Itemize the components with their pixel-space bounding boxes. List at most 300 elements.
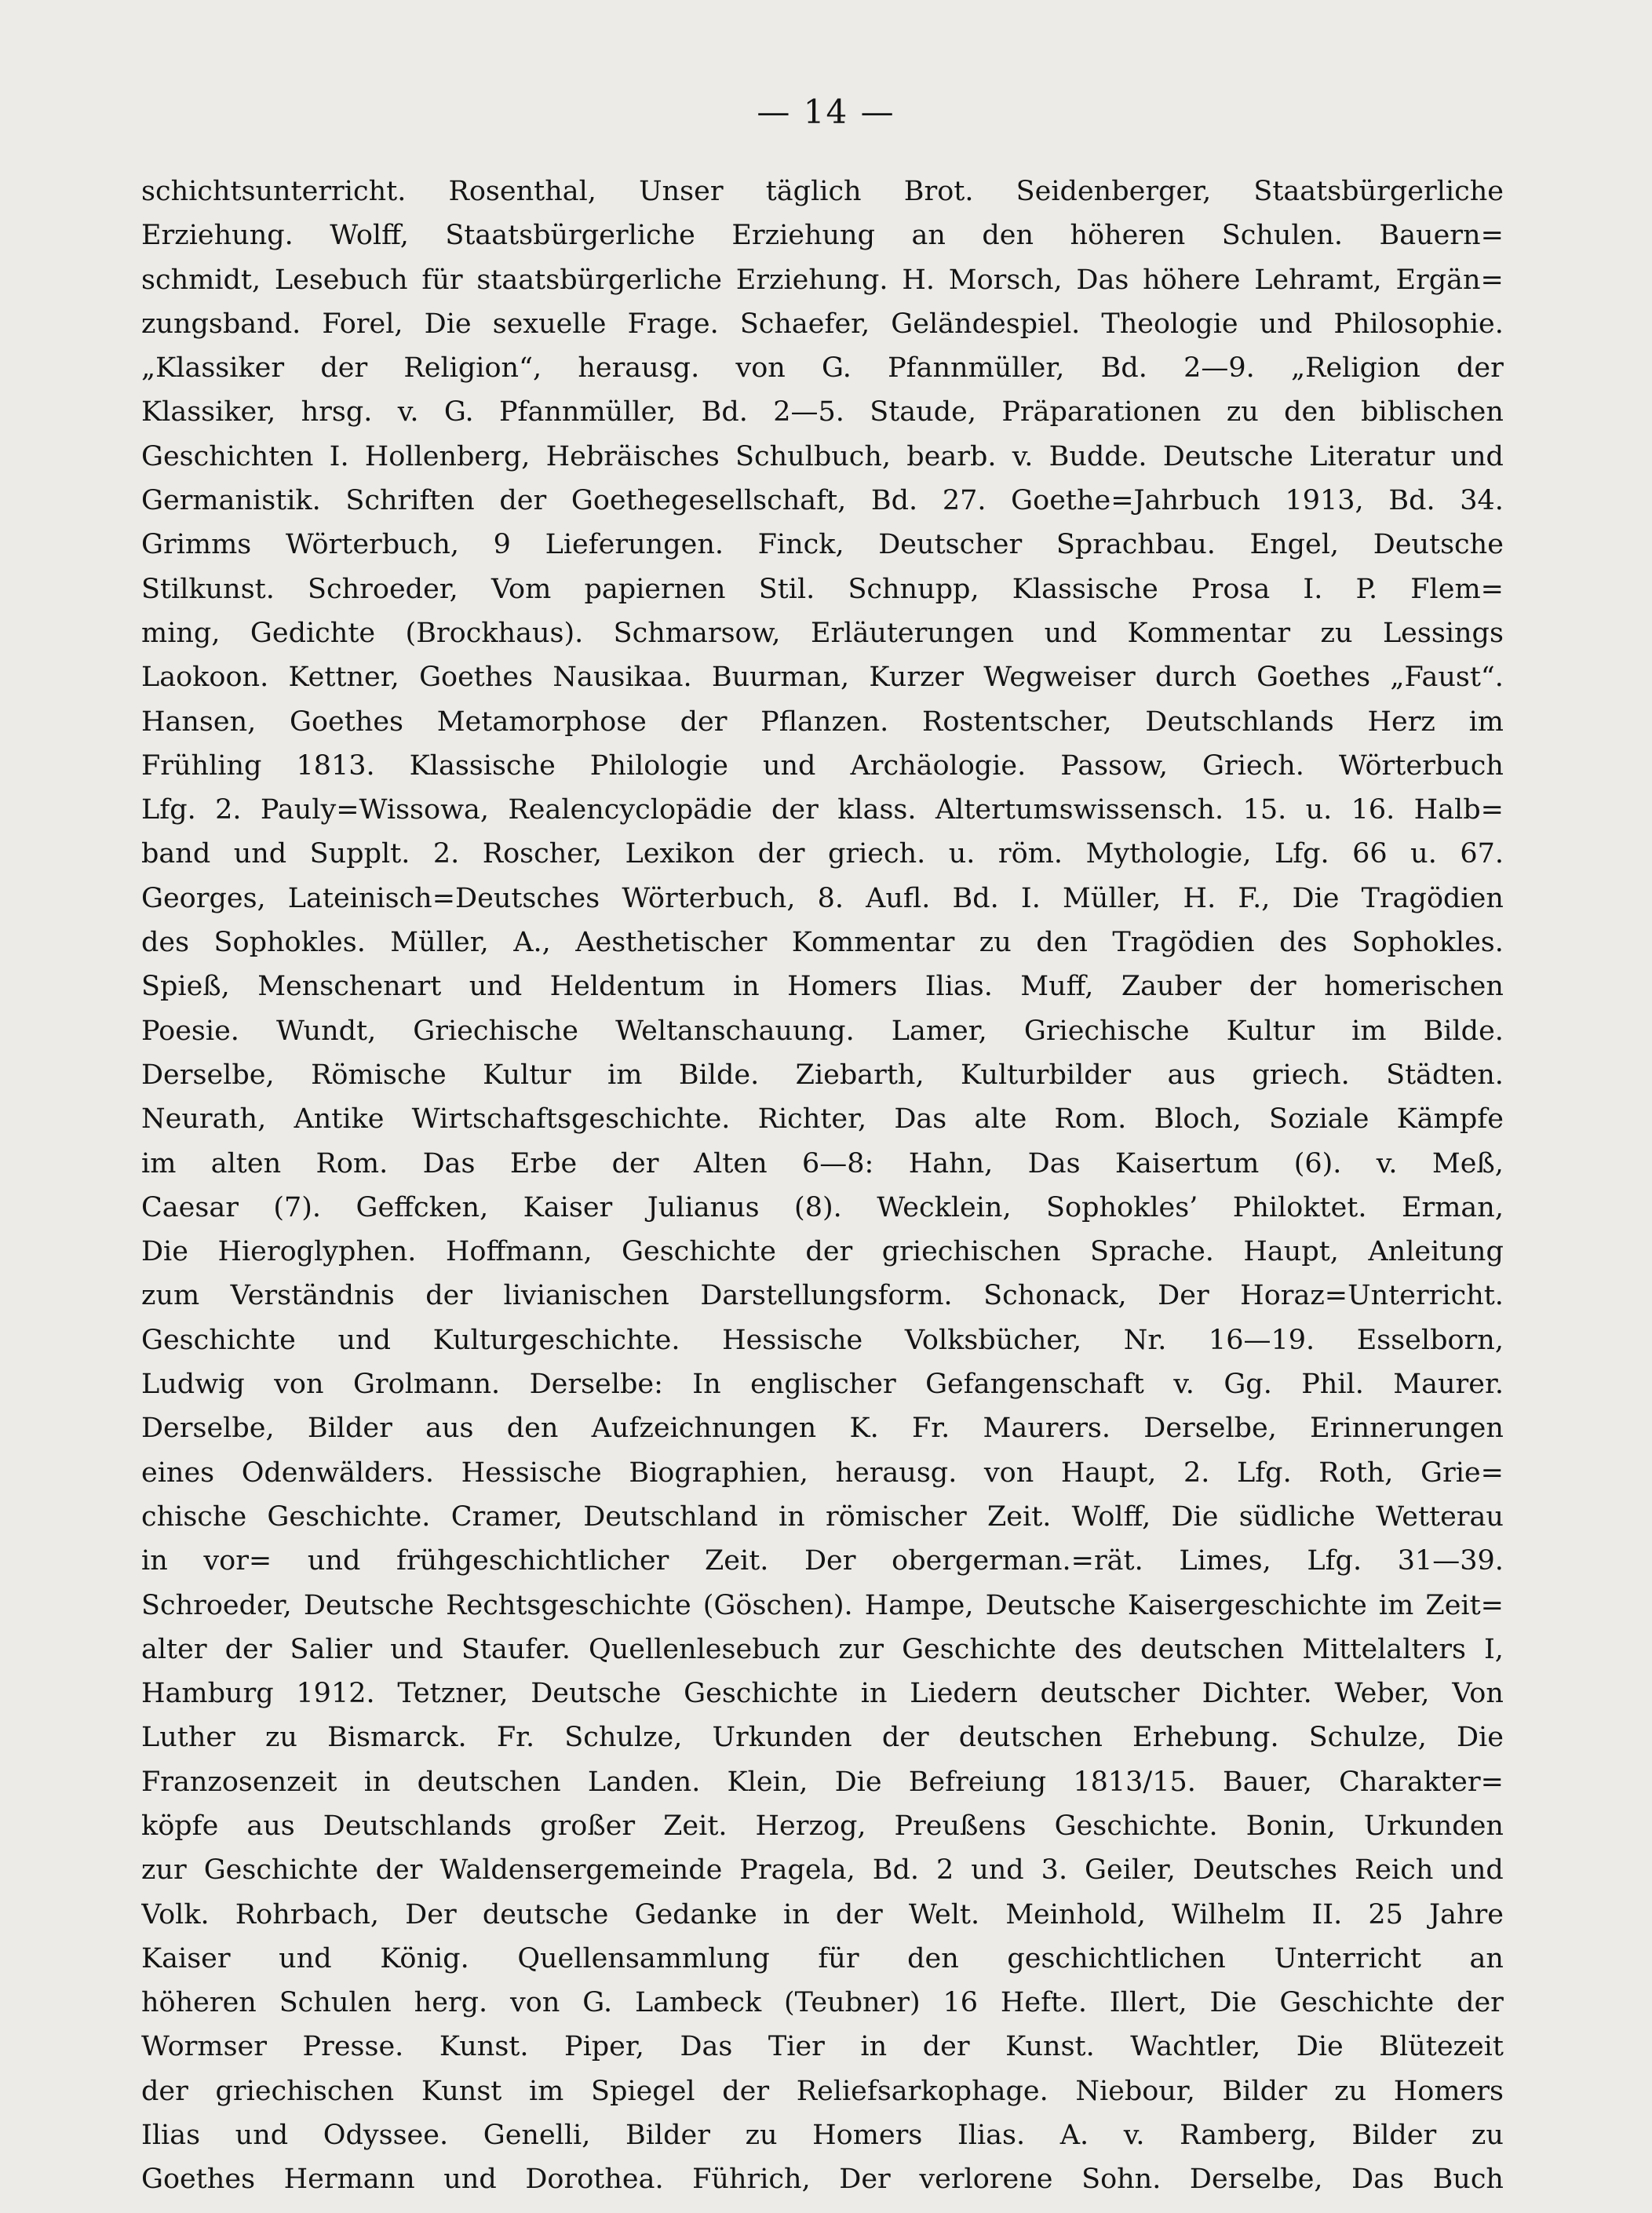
word: englischer [750, 1369, 896, 1401]
word: Geschichte. [267, 1500, 431, 1533]
word: Ludwig [141, 1369, 245, 1401]
word: in [363, 1766, 391, 1798]
word: Schulen. [1221, 220, 1344, 252]
word: Roth, [1318, 1456, 1394, 1489]
text-line [141, 523, 1504, 567]
text-line [141, 1937, 1504, 1981]
word: Zeit= [1425, 1589, 1504, 1621]
word: Hessische [722, 1324, 863, 1356]
word: an [911, 220, 946, 252]
word: zur [141, 1854, 187, 1887]
word: Hampe, [864, 1589, 974, 1621]
word: Das [422, 1147, 476, 1179]
word: Derselbe, [1189, 2164, 1323, 2196]
word: Buurman, [711, 662, 850, 694]
word: der [611, 1147, 659, 1179]
text-line [141, 2025, 1504, 2069]
word: Kommentar [791, 927, 955, 959]
word: Erhebung. [1132, 1722, 1279, 1754]
word: in [141, 1545, 168, 1577]
word: Schulze, [1308, 1722, 1427, 1754]
word: Kultur [1226, 1015, 1315, 1047]
word: höheren [141, 1987, 257, 2019]
word: Das [1027, 1147, 1081, 1179]
word: Wörterbuch, [285, 529, 460, 561]
word: Derselbe: [529, 1369, 663, 1401]
word: den [1284, 396, 1336, 428]
word: Gefangenschaft [925, 1369, 1144, 1401]
word: der [1457, 352, 1504, 385]
word: Ilias. [957, 2120, 1026, 2152]
word: alter [141, 1633, 207, 1665]
word: (7). [273, 1191, 322, 1223]
word: und [971, 1854, 1024, 1887]
word: Das [1351, 2164, 1404, 2196]
word: 1813. [296, 749, 375, 782]
text-line [141, 258, 1504, 302]
word: Lambeck [634, 1987, 762, 2019]
word: Aesthetischer [575, 927, 768, 959]
word: und [233, 838, 287, 870]
word: Kettner, [288, 662, 399, 694]
word: den [506, 1413, 559, 1445]
word: 2. [1183, 1456, 1210, 1489]
word: und [235, 2120, 289, 2152]
word: Schroeder, [308, 573, 458, 605]
word: In [692, 1369, 721, 1401]
word: Pragela, [739, 1854, 855, 1887]
word: Ilias [141, 2120, 201, 2152]
word: deutsche [482, 1898, 609, 1930]
word: homerischen [1324, 971, 1504, 1003]
word: Pfannmüller, [888, 352, 1065, 385]
word: Herzog, [755, 1810, 866, 1842]
word: 2—9. [1183, 352, 1255, 385]
word: Brot. [903, 176, 974, 207]
word: Blütezeit [1379, 2031, 1504, 2063]
word: I. [1303, 573, 1323, 605]
word: Geschichte [902, 1633, 1056, 1665]
word: in [860, 2031, 888, 2063]
word: Urkunden [712, 1722, 852, 1754]
word: der [375, 1854, 423, 1887]
word: Weber, [1334, 1678, 1430, 1710]
word: und [469, 971, 523, 1003]
word: Darstellungsform. [700, 1280, 953, 1312]
word: Menschenart [257, 971, 442, 1003]
text-line [141, 1760, 1504, 1804]
word: Lieferungen. [545, 529, 724, 561]
word: Sohn. [1081, 2164, 1162, 2196]
word: Wormser [141, 2031, 267, 2063]
word: Schroeder, [141, 1589, 292, 1621]
word: Präparationen [1001, 396, 1202, 428]
text-line [141, 346, 1504, 390]
word: herg. [414, 1987, 488, 2019]
word: Fr. [911, 1413, 950, 1445]
word: Hamburg [141, 1678, 274, 1710]
word: Kultur [483, 1059, 571, 1091]
word: Aufzeichnungen [591, 1413, 817, 1445]
word: Der [839, 2164, 891, 2196]
word: Gedichte [250, 617, 376, 649]
word: Philoktet. [1232, 1191, 1367, 1223]
word: deutschen [958, 1722, 1103, 1754]
text-line [141, 170, 1504, 213]
text-line [141, 2157, 1504, 2201]
word: des [1074, 1633, 1123, 1665]
word: für [421, 264, 463, 296]
word: Geschichten [141, 440, 314, 472]
word: ming, [141, 617, 221, 649]
word: Sophokles. [213, 927, 366, 959]
text-line [141, 435, 1504, 479]
word: Bauer, [1223, 1766, 1312, 1798]
word: Heldentum [549, 971, 706, 1003]
word: Reliefsarkophage. [796, 2075, 1048, 2107]
word: Limes, [1179, 1545, 1271, 1577]
word: Geschichte [203, 1854, 359, 1887]
word: Rom. [1054, 1103, 1127, 1136]
word: Bd. [872, 1854, 919, 1887]
word: Buch [1432, 2164, 1504, 2196]
word: Homers [1393, 2075, 1504, 2107]
word: Erinnerungen [1310, 1413, 1504, 1445]
word: Literatur [1309, 440, 1435, 472]
word: 1913, [1285, 485, 1364, 517]
word: (6). [1293, 1147, 1342, 1179]
word: höhere [1143, 264, 1241, 296]
word: Tragödien [1112, 927, 1255, 959]
word: Von [1452, 1678, 1504, 1710]
word: Rosenthal, [448, 176, 596, 207]
word: römischer [825, 1500, 967, 1533]
word: Odyssee. [323, 2120, 449, 2152]
word: Städten. [1386, 1059, 1504, 1091]
word: G. [443, 396, 474, 428]
word: Deutsche [985, 1589, 1116, 1621]
word: Philosophie. [1333, 308, 1504, 340]
word: Weltanschauung. [615, 1015, 855, 1047]
word: Dichter. [1202, 1678, 1312, 1710]
word: Staatsbürgerliche [445, 220, 695, 252]
word: der [680, 705, 728, 738]
word: Deutsche [1373, 529, 1504, 561]
word: der [805, 1236, 853, 1268]
word: Lamer, [891, 1015, 987, 1047]
word: Urkunden [1363, 1810, 1504, 1842]
word: H. [1183, 882, 1216, 914]
word: Wolff, [1071, 1500, 1151, 1533]
word: (Teubner) [784, 1987, 921, 2019]
word: Derselbe, [141, 1059, 275, 1091]
word: Griechische [413, 1015, 579, 1047]
word: von [735, 352, 786, 385]
word: Wörterbuch, [622, 882, 796, 914]
word: Kurzer [869, 662, 964, 694]
text-line [141, 1451, 1504, 1495]
word: A., [513, 927, 551, 959]
word: Stilkunst. [141, 573, 275, 605]
word: Führich, [692, 2164, 811, 2196]
word: Müller, [390, 927, 489, 959]
text-line [141, 1318, 1504, 1362]
word: Die [1171, 1500, 1219, 1533]
word: Deutsche [531, 1678, 662, 1710]
word: Lessings [1382, 617, 1504, 649]
word: Schulze, [564, 1722, 683, 1754]
word: Unser [639, 176, 724, 207]
word: Illert, [1109, 1987, 1187, 2019]
word: Wilhelm [1171, 1898, 1286, 1930]
word: v. [397, 396, 419, 428]
word: Biographien, [629, 1456, 808, 1489]
word: Erziehung. [141, 220, 294, 252]
word: Die [1209, 1987, 1257, 2019]
word: Sophokles. [1351, 927, 1504, 959]
word: 2. [215, 794, 242, 826]
word: der [835, 1898, 883, 1930]
word: 2. [432, 838, 460, 870]
word: den [907, 1942, 959, 1974]
word: Piper, [564, 2031, 644, 2063]
word: Schulen [279, 1987, 392, 2019]
word: Kaisertum [1114, 1147, 1260, 1179]
word: Lfg. [1307, 1545, 1362, 1577]
word: Kaisergeschichte [1127, 1589, 1367, 1621]
word: herausg. [578, 352, 700, 385]
word: südliche [1238, 1500, 1355, 1533]
text-line [141, 964, 1504, 1008]
word: Sprachbau. [1056, 529, 1216, 561]
word: v. [1173, 1369, 1194, 1401]
word: Ilias. [924, 971, 993, 1003]
text-line [141, 1362, 1504, 1406]
word: der [1249, 971, 1296, 1003]
word: Geschichte [141, 1324, 296, 1356]
word: Franzosenzeit [141, 1766, 337, 1798]
word: Odenwälders. [241, 1456, 435, 1489]
word: Hollenberg, [364, 440, 531, 472]
word: im [1378, 1589, 1414, 1621]
text-line [141, 2069, 1504, 2113]
text-line [141, 1804, 1504, 1848]
word: Hessische [461, 1456, 602, 1489]
word: Sophokles’ [1046, 1191, 1198, 1223]
word: Schnupp, [848, 573, 979, 605]
word: der [1457, 1987, 1504, 2019]
word: deutschen [1140, 1633, 1285, 1665]
word: Lateinisch=Deutsches [287, 882, 600, 914]
word: Ramberg, [1180, 2120, 1317, 2152]
word: griech. [827, 838, 926, 870]
word: Julianus [647, 1191, 760, 1223]
word: Bilder [1222, 2075, 1307, 2107]
word: Goethes [1256, 662, 1371, 694]
word: Fr. [496, 1722, 535, 1754]
word: Esselborn, [1356, 1324, 1504, 1356]
word: Muff, [1020, 971, 1094, 1003]
word: Klein, [727, 1766, 808, 1798]
word: 66 [1352, 838, 1388, 870]
word: Erziehung [731, 220, 875, 252]
word: Reich [1354, 1854, 1434, 1887]
word: Bilder [625, 2120, 710, 2152]
word: Rechtsgeschichte [446, 1589, 691, 1621]
word: Goethes [419, 662, 534, 694]
word: Quellenlesebuch [589, 1633, 821, 1665]
text-line [141, 1981, 1504, 2025]
word: Landen. [587, 1766, 701, 1798]
word: Kämpfe [1396, 1103, 1504, 1136]
word: Philologie [589, 749, 728, 782]
word: röm. [997, 838, 1063, 870]
word: Wolff, [330, 220, 409, 252]
word: Kunst [421, 2075, 502, 2107]
word: Erläuterungen [810, 617, 1015, 649]
word: zu [264, 1722, 297, 1754]
word: Budde. [1048, 440, 1147, 472]
word: Spieß, [141, 971, 230, 1003]
word: den [982, 220, 1034, 252]
word: P. [1355, 573, 1378, 605]
word: Kulturbilder [961, 1059, 1132, 1091]
word: Deutsche [303, 1589, 435, 1621]
word: Mittelalters [1302, 1633, 1466, 1665]
word: Luther [141, 1722, 235, 1754]
word: Genelli, [483, 2120, 591, 2152]
text-line [141, 655, 1504, 699]
word: Geiler, [1085, 1854, 1176, 1887]
word: 6—8: [802, 1147, 874, 1179]
word: Bilde. [678, 1059, 760, 1091]
word: Charakter= [1339, 1766, 1504, 1798]
word: Forel, [322, 308, 403, 340]
word: Hahn, [908, 1147, 994, 1179]
word: Roscher, [482, 838, 602, 870]
word: Das [1076, 264, 1129, 296]
word: Salier [290, 1633, 373, 1665]
word: Haupt, [1243, 1236, 1339, 1268]
text-line [141, 1715, 1504, 1759]
word: Das [894, 1103, 947, 1136]
text-line [141, 479, 1504, 523]
word: aus [425, 1413, 474, 1445]
word: u. [948, 838, 976, 870]
word: H. [902, 264, 935, 296]
word: Staude, [870, 396, 976, 428]
word: griechischen [215, 2075, 395, 2107]
word: v. [1123, 2120, 1145, 2152]
word: und [443, 2164, 497, 2196]
word: großer [540, 1810, 636, 1842]
word: der [771, 794, 819, 826]
word: klass. [837, 794, 917, 826]
word: 34. [1460, 485, 1504, 517]
word: Schmarsow, [613, 617, 781, 649]
word: 2—5. [773, 396, 844, 428]
word: Altertumswissensch. [935, 794, 1224, 826]
word: Kaiser [141, 1942, 231, 1974]
word: Frühling [141, 749, 262, 782]
word: Lfg. [141, 794, 196, 826]
text-line [141, 1142, 1504, 1186]
word: Grolmann. [352, 1369, 501, 1401]
word: Staufer. [461, 1633, 571, 1665]
word: 67. [1460, 838, 1504, 870]
word: Wegweiser [983, 662, 1136, 694]
word: Alten [693, 1147, 768, 1179]
word: Tragödien [1361, 882, 1504, 914]
word: I. [1020, 882, 1041, 914]
word: Erziehung. [735, 264, 888, 296]
word: Archäologie. [850, 749, 1027, 782]
word: I, [1483, 1633, 1504, 1665]
word: Zauber [1121, 971, 1222, 1003]
word: Zeit. [986, 1500, 1052, 1533]
word: 16—19. [1208, 1324, 1315, 1356]
text-line [141, 1893, 1504, 1937]
word: II. [1311, 1898, 1343, 1930]
word: im [528, 2075, 564, 2107]
bibliography-text [141, 170, 1504, 2202]
word: Bilde. [1423, 1015, 1504, 1047]
word: Bd. [701, 396, 748, 428]
word: zu [1226, 396, 1259, 428]
word: und [1450, 440, 1504, 472]
word: Deutschlands [1145, 705, 1334, 738]
word: 15. [1242, 794, 1287, 826]
text-line [141, 788, 1504, 832]
word: Laokoon. [141, 662, 269, 694]
word: Hieroglyphen. [217, 1236, 417, 1268]
word: Rom. [315, 1147, 388, 1179]
word: Deutschland [583, 1500, 758, 1533]
word: papiernen [584, 573, 726, 605]
word: Ziebarth, [795, 1059, 924, 1091]
word: 2 [935, 1854, 954, 1887]
word: biblischen [1361, 396, 1504, 428]
word: im [1351, 1015, 1387, 1047]
word: Bd. [870, 485, 918, 517]
word: der [881, 1722, 929, 1754]
word: und [1044, 617, 1098, 649]
word: „Klassiker [141, 352, 285, 385]
word: Kunst. [439, 2031, 529, 2063]
word: Hefte. [1000, 1987, 1087, 2019]
word: Meinhold, [1005, 1898, 1146, 1930]
word: Tier [768, 2031, 825, 2063]
word: verlorene [919, 2164, 1053, 2196]
word: Deutschlands [323, 1810, 512, 1842]
word: Kunst. [1005, 2031, 1095, 2063]
word: Zeit. [663, 1810, 728, 1842]
word: im [141, 1147, 177, 1179]
word: köpfe [141, 1810, 219, 1842]
text-line [141, 611, 1504, 655]
word: Derselbe, [141, 1413, 275, 1445]
word: und [279, 1942, 332, 1974]
word: der [922, 2031, 970, 2063]
word: und [337, 1324, 391, 1356]
word: alte [974, 1103, 1027, 1136]
word: Befreiung [908, 1766, 1047, 1798]
word: Pflanzen. [760, 705, 889, 738]
word: Der [405, 1898, 457, 1930]
word: Haupt, [1060, 1456, 1157, 1489]
word: Theologie [1101, 308, 1238, 340]
word: an [1469, 1942, 1504, 1974]
